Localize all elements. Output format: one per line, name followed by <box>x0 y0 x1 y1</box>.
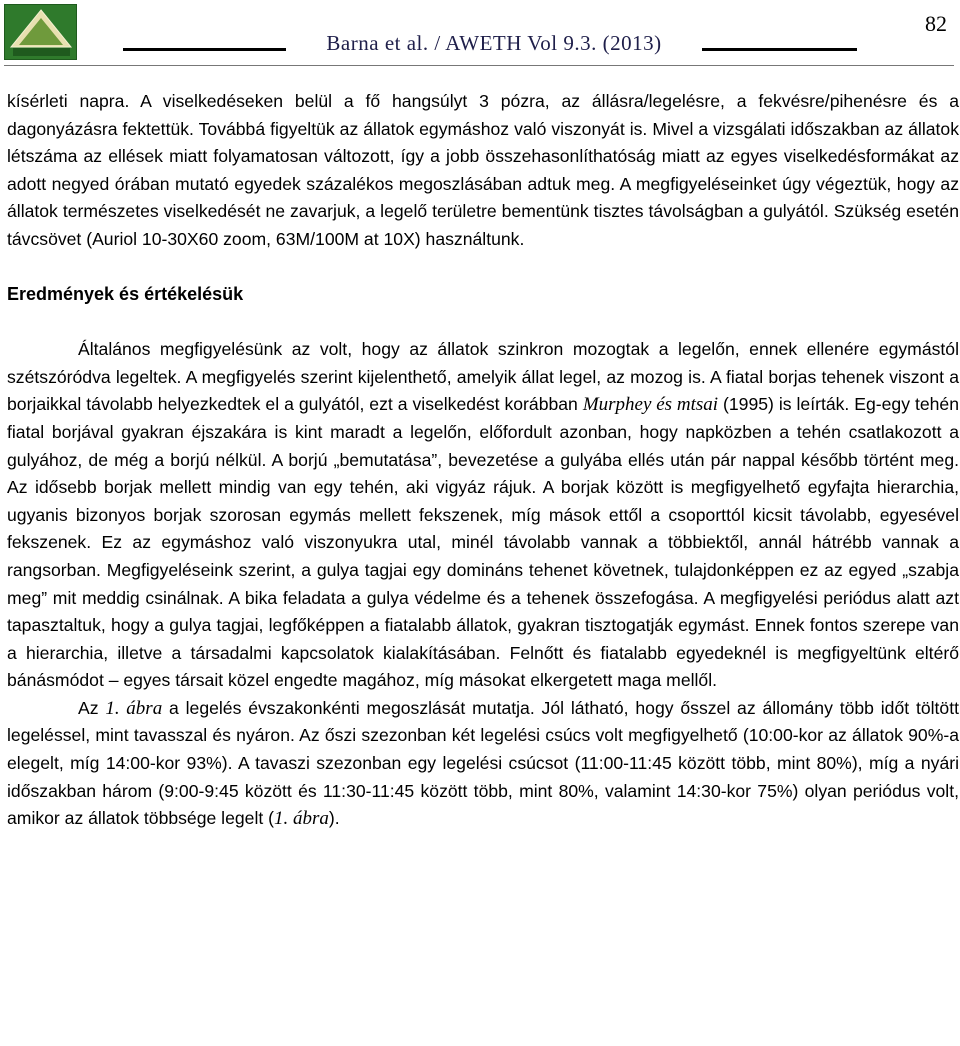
logo-graphic <box>5 5 77 60</box>
paragraph-results-part1: Általános megfigyelésünk az volt, hogy az állatok szinkron mozogtak a legelőn, ennek ellenére egymástól szétszóródva legeltek. A megfigyelés szerint kijelenthető, amelyik állat legel, az mozog is. A fiatal borjas tehenek viszont a borjaikkal távolabb helyezkedtek el a gulyától, ezt a viselkedést korábban <box>7 339 959 415</box>
paragraph-figure-part2: a legelés évszakonkénti megoszlását mutatja. Jól látható, hogy ősszel az állomány több időt töltött legeléssel, mint tavasszal és nyáron. Az őszi szezonban két legelési csúcs volt megfigyelhető (10:00-kor az állatok 90%-a elegelt, míg 14:00-kor 93%). A tavaszi szezonban egy legelési csúcsot (11:00-11:45 között több, mint 80%), míg a nyári időszakban három (9:00-9:45 között és 11:30-11:45 között több, mint 80%, valamint 14:30-kor 75%) olyan periódus volt, amikor az állatok többsége legelt ( <box>7 697 959 829</box>
header-divider <box>4 65 954 66</box>
paragraph-results-part2: (1995) is leírták. Eg-egy tehén fiatal borjával gyakran éjszakára is kint maradt a legelőn, előfordult azonban, hogy napközben a tehén csatlakozott a gulyához, de még a borjú nélkül. A borjú „bemutatása”, bevezetése a gulyába ellés után pár nappal később történt meg. Az idősebb borjak mellett mindig van egy tehén, aki vigyáz rájuk. A borjak között is megfigyelhető egyfajta hierarchia, ugyanis bizonyos borjak szorosan egymás mellett fekszenek, míg mások ettől a csoporttól kicsit távolabb, egyesével fekszenek. Ez az egymáshoz való viszonyukra utal, minél távolabb vannak a többiektől, annál hátrébb vannak a rangsorban. Megfigyeléseink szerint, a gulya tagjai egy domináns tehenet követnek, tulajdonképpen ez az egyed „szabja meg” mit meddig csinálnak. A bika feladata a gulya védelme és a tehenek összefogása. A megfigyelési periódus alatt azt tapasztaltuk, hogy a gulya tagjai, legfőképpen a fiatalabb állatok, gyakran tisztogatják egymást. Ennek fontos szerepe van a hierarchia, illetve a társadalmi kapcsolatok kialakításában. Felnőtt és fiatalabb egyedeknél is megfigyeltünk eltérő bánásmódot – egyes társait közel engedte magához, míg másokat elkergetett maga mellől. <box>7 394 960 691</box>
header-rule-left <box>123 48 286 51</box>
article-body <box>7 88 959 833</box>
paragraph-methods: kísérleti napra. A viselkedéseken belül a fő hangsúlyt 3 pózra, az állásra/legelésre, a fekvésre/pihenésre és a dagonyázásra fektettük. Továbbá figyeltük az állatok egymáshoz való viszonyát is. Mivel a vizsgálati időszakban az állatok létszáma az ellések miatt folyamatosan változott, így a jobb összehasonlíthatóság miatt az egyes viselkedésformákat az adott negyed órában mutató egyedek százalékos megoszlásában adtuk meg. A megfigyeléseinket úgy végeztük, hogy az állatok természetes viselkedését ne zavarjuk, a legelő területre bementünk tisztes távolságban a gulyától. Szükség esetén távcsövet (Auriol 10-30X60 zoom, 63M/100M at 10X) használtunk. <box>7 91 959 249</box>
page-number: 82 <box>925 11 947 36</box>
page-header <box>95 26 885 56</box>
header-rule-right <box>702 48 857 51</box>
citation: Murphey és mtsai <box>582 394 719 416</box>
paragraph-figure-part1: Az <box>78 697 106 718</box>
figure-reference-2: 1. ábra <box>273 808 329 830</box>
paragraph-figure <box>7 695 959 833</box>
section-heading: Eredmények és értékelésük <box>7 283 244 304</box>
figure-reference: 1. ábra <box>105 697 163 719</box>
journal-logo <box>4 4 77 60</box>
running-head: Barna et al. / AWETH Vol 9.3. (2013) <box>326 31 662 55</box>
paragraph-results <box>7 336 959 695</box>
paragraph-figure-part3: ). <box>328 808 340 829</box>
